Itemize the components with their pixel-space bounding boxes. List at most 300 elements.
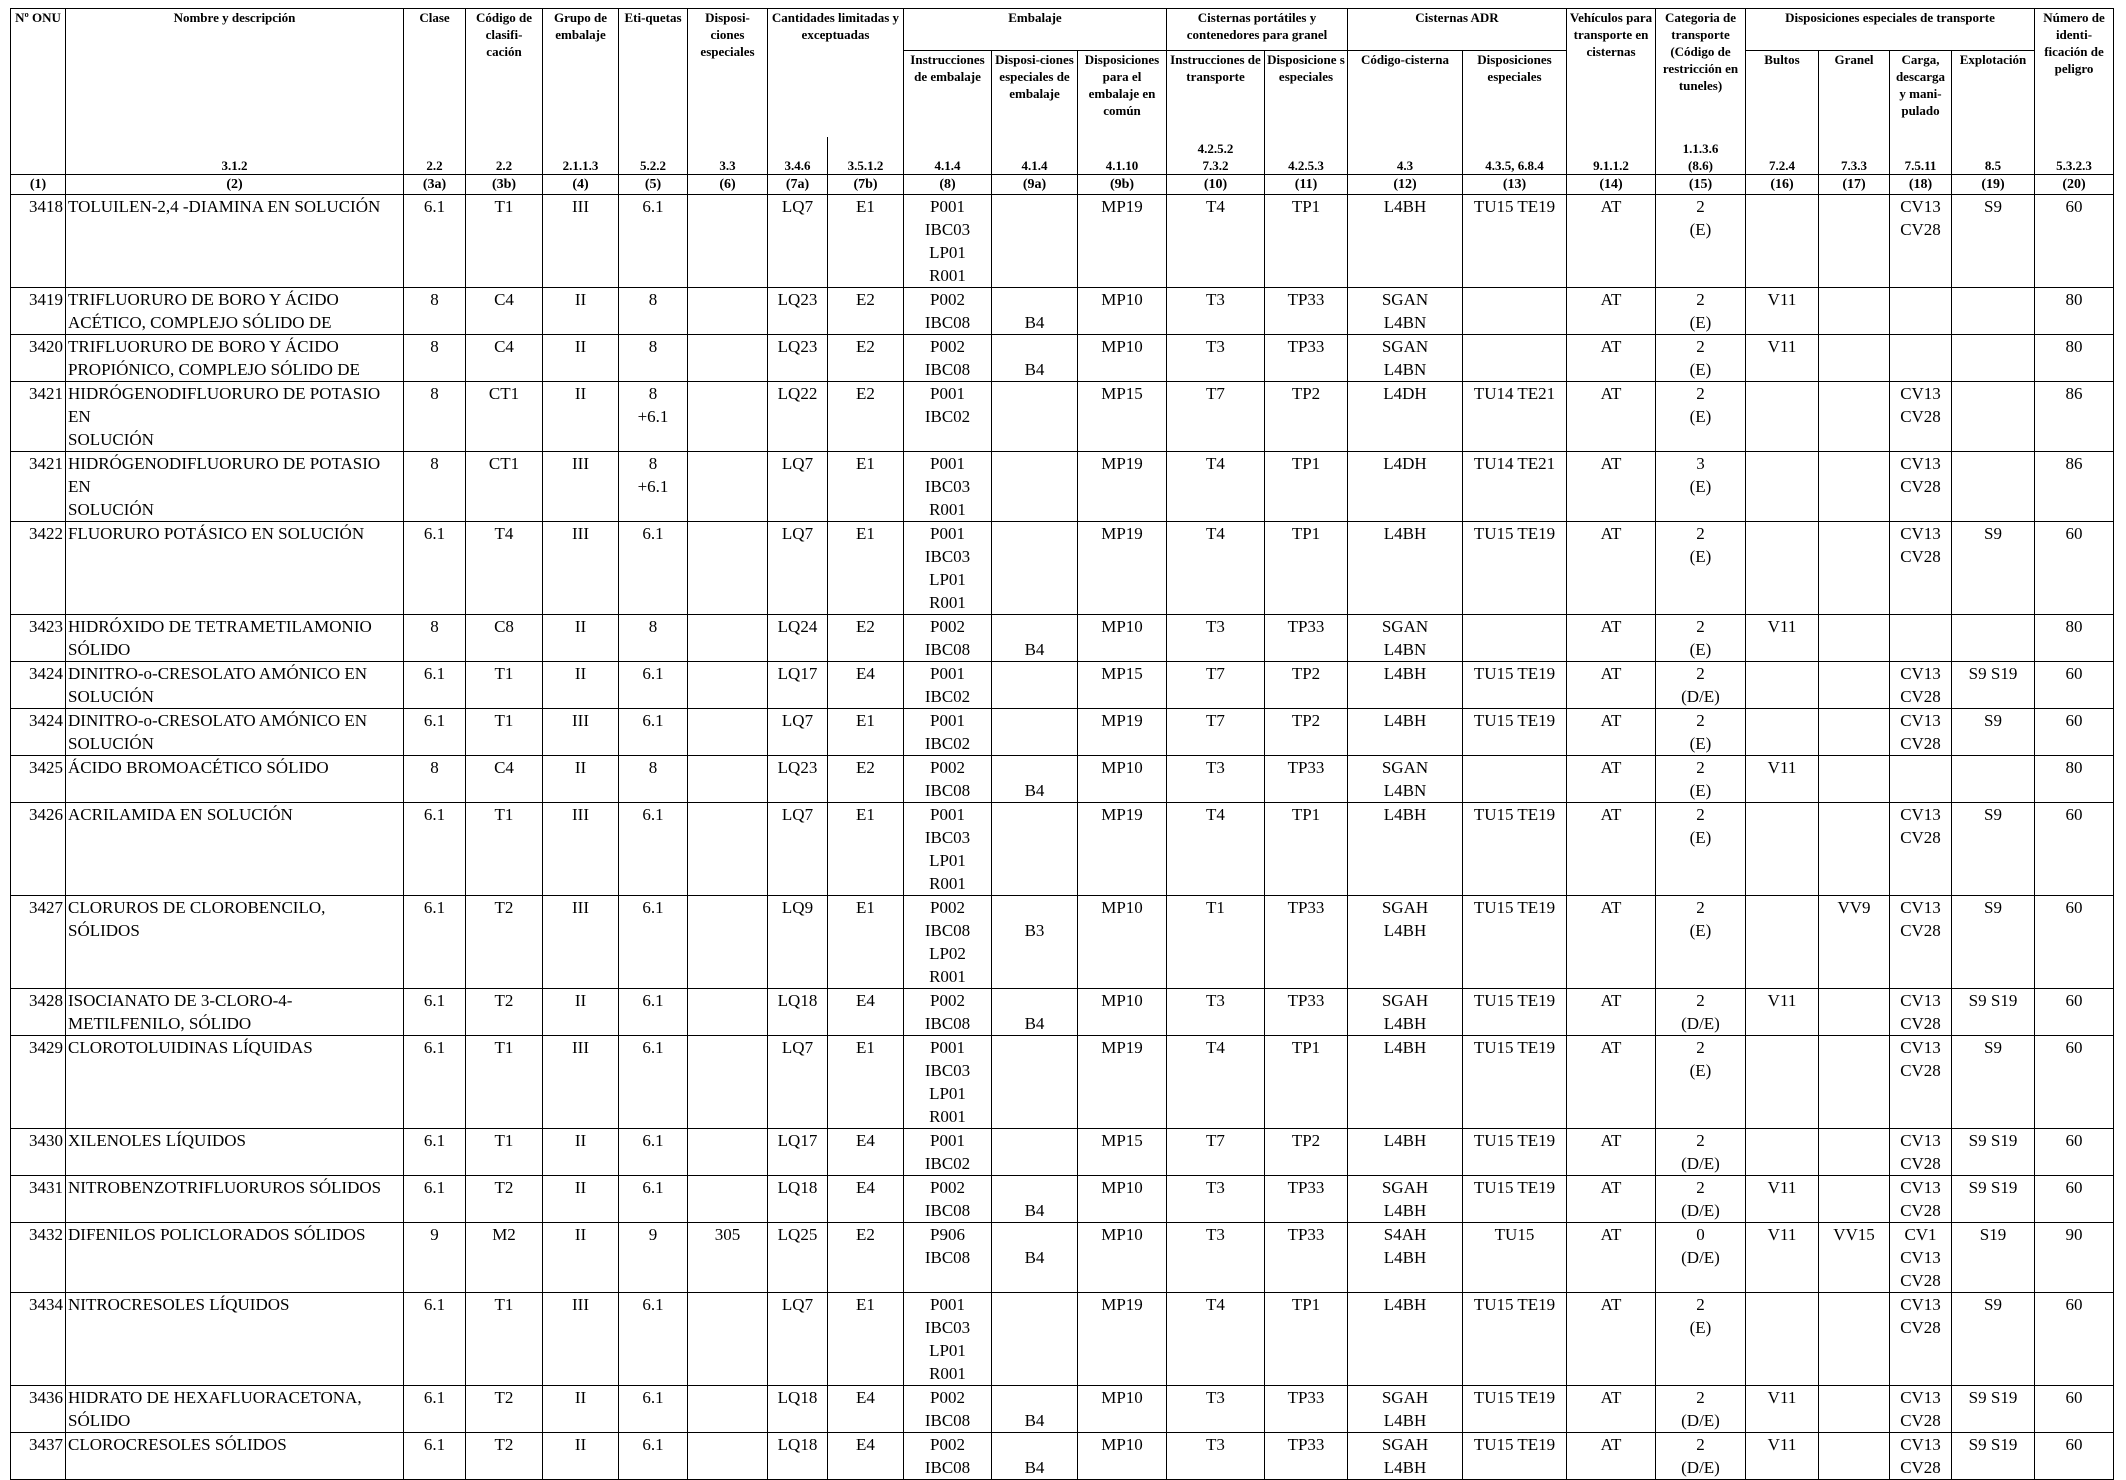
name-description-cell: NITROBENZOTRIFLUORUROS SÓLIDOS <box>66 1176 404 1223</box>
categoria-transporte-cell: 2 (D/E) <box>1656 1386 1746 1433</box>
codigo-clasificacion-cell: T2 <box>466 1433 543 1480</box>
name-description-cell: TRIFLUORURO DE BORO Y ÁCIDO ACÉTICO, COMPLEJO SÓLIDO DE <box>66 288 404 335</box>
cantidades-limitadas-cell: LQ7 <box>768 1293 828 1386</box>
clase-cell: 6.1 <box>404 662 466 709</box>
cp-disposiciones-cell: TP2 <box>1265 709 1348 756</box>
disp-carga-cell <box>1890 756 1952 803</box>
onu-number-cell: 3432 <box>11 1223 66 1293</box>
categoria-transporte-cell: 2 (E) <box>1656 803 1746 896</box>
table-row <box>11 662 2114 709</box>
cp-disposiciones-cell: TP33 <box>1265 1386 1348 1433</box>
codigo-cisterna-cell: L4BH <box>1348 522 1463 615</box>
reference-row <box>11 137 2114 175</box>
disp-explotacion-cell: S9 S19 <box>1952 662 2035 709</box>
etiquetas-cell: 6.1 <box>619 195 688 288</box>
ref-cell: 4.2.5.2 7.3.2 <box>1167 137 1265 175</box>
ref-cell: 5.2.2 <box>619 137 688 175</box>
name-description-cell: ACRILAMIDA EN SOLUCIÓN <box>66 803 404 896</box>
disp-especiales-embalaje-cell <box>992 1129 1078 1176</box>
grupo-embalaje-cell: II <box>543 1223 619 1293</box>
cisterna-disposiciones-cell: TU15 TE19 <box>1463 195 1567 288</box>
instrucciones-embalaje-cell: P002 IBC08 <box>904 335 992 382</box>
disp-explotacion-cell <box>1952 335 2035 382</box>
name-description-cell: HIDRÓXIDO DE TETRAMETILAMONIO SÓLIDO <box>66 615 404 662</box>
disp-granel-cell <box>1819 615 1890 662</box>
disp-carga-cell: CV13 CV28 <box>1890 709 1952 756</box>
codigo-cisterna-cell: SGAH L4BH <box>1348 1386 1463 1433</box>
disp-explotacion-cell <box>1952 756 2035 803</box>
instrucciones-embalaje-cell: P001 IBC03 R001 <box>904 452 992 522</box>
etiquetas-cell: 6.1 <box>619 709 688 756</box>
codigo-clasificacion-cell: T1 <box>466 1129 543 1176</box>
disposiciones-especiales-cell <box>688 452 768 522</box>
col-number: (10) <box>1167 175 1265 195</box>
categoria-transporte-cell: 2 (E) <box>1656 1036 1746 1129</box>
table-header <box>11 9 2114 195</box>
name-description-cell: DINITRO-o-CRESOLATO AMÓNICO EN SOLUCIÓN <box>66 709 404 756</box>
disp-bultos-cell: V11 <box>1746 335 1819 382</box>
grupo-embalaje-cell: II <box>543 335 619 382</box>
name-description-cell: TRIFLUORURO DE BORO Y ÁCIDO PROPIÓNICO, COMPLEJO SÓLIDO DE <box>66 335 404 382</box>
grupo-embalaje-cell: II <box>543 662 619 709</box>
cantidades-exceptuadas-cell: E1 <box>828 803 904 896</box>
disposiciones-especiales-cell <box>688 1036 768 1129</box>
instrucciones-embalaje-cell: P001 IBC03 LP01 R001 <box>904 1036 992 1129</box>
etiquetas-cell: 6.1 <box>619 1433 688 1480</box>
cisterna-disposiciones-cell: TU15 TE19 <box>1463 1036 1567 1129</box>
instrucciones-embalaje-cell: P002 IBC08 <box>904 989 992 1036</box>
cp-instrucciones-cell: T3 <box>1167 989 1265 1036</box>
embalaje-comun-cell: MP15 <box>1078 662 1167 709</box>
cantidades-limitadas-cell: LQ9 <box>768 896 828 989</box>
name-description-cell: ÁCIDO BROMOACÉTICO SÓLIDO <box>66 756 404 803</box>
header-dt-carga: Carga, descarga y mani-pulado <box>1890 51 1952 137</box>
cisterna-disposiciones-cell <box>1463 335 1567 382</box>
disposiciones-especiales-cell <box>688 1129 768 1176</box>
cantidades-limitadas-cell: LQ22 <box>768 382 828 452</box>
codigo-cisterna-cell: L4BH <box>1348 709 1463 756</box>
ref-cell: 7.3.3 <box>1819 137 1890 175</box>
onu-number-cell: 3429 <box>11 1036 66 1129</box>
onu-number-cell: 3421 <box>11 452 66 522</box>
disp-explotacion-cell <box>1952 288 2035 335</box>
clase-cell: 6.1 <box>404 709 466 756</box>
cisterna-disposiciones-cell: TU15 TE19 <box>1463 1386 1567 1433</box>
disp-carga-cell: CV13 CV28 <box>1890 522 1952 615</box>
instrucciones-embalaje-cell: P002 IBC08 <box>904 1176 992 1223</box>
grupo-embalaje-cell: II <box>543 1433 619 1480</box>
disp-carga-cell <box>1890 288 1952 335</box>
cantidades-limitadas-cell: LQ18 <box>768 1176 828 1223</box>
numero-peligro-cell: 60 <box>2035 522 2114 615</box>
disp-bultos-cell <box>1746 1036 1819 1129</box>
disp-bultos-cell <box>1746 382 1819 452</box>
ref-cell <box>11 137 66 175</box>
cp-instrucciones-cell: T3 <box>1167 1223 1265 1293</box>
cp-disposiciones-cell: TP33 <box>1265 288 1348 335</box>
disp-granel-cell <box>1819 989 1890 1036</box>
grupo-embalaje-cell: III <box>543 195 619 288</box>
etiquetas-cell: 6.1 <box>619 1129 688 1176</box>
embalaje-comun-cell: MP19 <box>1078 195 1167 288</box>
col-number: (17) <box>1819 175 1890 195</box>
codigo-cisterna-cell: SGAH L4BH <box>1348 1433 1463 1480</box>
onu-number-cell: 3419 <box>11 288 66 335</box>
cantidades-limitadas-cell: LQ7 <box>768 1036 828 1129</box>
header-cisternas-portatiles: Cisternas portátiles y contenedores para granel <box>1167 9 1348 51</box>
codigo-clasificacion-cell: C4 <box>466 288 543 335</box>
ref-cell: 5.3.2.3 <box>2035 137 2114 175</box>
cantidades-limitadas-cell: LQ17 <box>768 662 828 709</box>
vehiculo-cell: AT <box>1567 1433 1656 1480</box>
cisterna-disposiciones-cell: TU15 TE19 <box>1463 803 1567 896</box>
disp-bultos-cell <box>1746 522 1819 615</box>
cisterna-disposiciones-cell: TU15 TE19 <box>1463 1129 1567 1176</box>
header-dt-explotacion: Explotación <box>1952 51 2035 137</box>
table-row <box>11 756 2114 803</box>
header-onu: Nº ONU <box>11 9 66 137</box>
cp-disposiciones-cell: TP33 <box>1265 1433 1348 1480</box>
clase-cell: 8 <box>404 756 466 803</box>
cantidades-limitadas-cell: LQ18 <box>768 989 828 1036</box>
disp-bultos-cell: V11 <box>1746 1176 1819 1223</box>
disp-granel-cell <box>1819 756 1890 803</box>
onu-number-cell: 3424 <box>11 709 66 756</box>
cp-instrucciones-cell: T4 <box>1167 1293 1265 1386</box>
onu-number-cell: 3436 <box>11 1386 66 1433</box>
numero-peligro-cell: 90 <box>2035 1223 2114 1293</box>
cantidades-limitadas-cell: LQ23 <box>768 756 828 803</box>
cp-instrucciones-cell: T3 <box>1167 1176 1265 1223</box>
header-vehiculos: Vehículos para transporte en cisternas <box>1567 9 1656 137</box>
grupo-embalaje-cell: III <box>543 452 619 522</box>
categoria-transporte-cell: 2 (E) <box>1656 896 1746 989</box>
clase-cell: 8 <box>404 335 466 382</box>
table-row <box>11 615 2114 662</box>
codigo-clasificacion-cell: C4 <box>466 335 543 382</box>
cp-instrucciones-cell: T3 <box>1167 756 1265 803</box>
embalaje-comun-cell: MP10 <box>1078 288 1167 335</box>
disp-explotacion-cell: S9 <box>1952 709 2035 756</box>
cp-instrucciones-cell: T7 <box>1167 382 1265 452</box>
disp-granel-cell <box>1819 803 1890 896</box>
disp-granel-cell <box>1819 1293 1890 1386</box>
embalaje-comun-cell: MP19 <box>1078 1293 1167 1386</box>
instrucciones-embalaje-cell: P002 IBC08 <box>904 756 992 803</box>
instrucciones-embalaje-cell: P001 IBC03 LP01 R001 <box>904 522 992 615</box>
ref-cell: 4.3 <box>1348 137 1463 175</box>
cantidades-exceptuadas-cell: E2 <box>828 335 904 382</box>
vehiculo-cell: AT <box>1567 1176 1656 1223</box>
vehiculo-cell: AT <box>1567 615 1656 662</box>
disp-bultos-cell: V11 <box>1746 288 1819 335</box>
disp-carga-cell: CV13 CV28 <box>1890 662 1952 709</box>
cp-disposiciones-cell: TP1 <box>1265 452 1348 522</box>
col-number: (2) <box>66 175 404 195</box>
grupo-embalaje-cell: II <box>543 989 619 1036</box>
grupo-embalaje-cell: III <box>543 522 619 615</box>
disposiciones-especiales-cell <box>688 335 768 382</box>
codigo-clasificacion-cell: M2 <box>466 1223 543 1293</box>
grupo-embalaje-cell: II <box>543 615 619 662</box>
disposiciones-especiales-cell <box>688 709 768 756</box>
name-description-cell: HIDRÓGENODIFLUORURO DE POTASIO EN SOLUCIÓN <box>66 452 404 522</box>
disp-especiales-embalaje-cell <box>992 1293 1078 1386</box>
embalaje-comun-cell: MP10 <box>1078 1223 1167 1293</box>
embalaje-comun-cell: MP19 <box>1078 1036 1167 1129</box>
header-ca-codigo: Código-cisterna <box>1348 51 1463 137</box>
vehiculo-cell: AT <box>1567 382 1656 452</box>
vehiculo-cell: AT <box>1567 709 1656 756</box>
cantidades-exceptuadas-cell: E1 <box>828 195 904 288</box>
etiquetas-cell: 6.1 <box>619 989 688 1036</box>
grupo-embalaje-cell: II <box>543 1176 619 1223</box>
codigo-clasificacion-cell: T1 <box>466 803 543 896</box>
cp-disposiciones-cell: TP33 <box>1265 756 1348 803</box>
disp-carga-cell <box>1890 615 1952 662</box>
disp-granel-cell <box>1819 709 1890 756</box>
disp-explotacion-cell: S9 S19 <box>1952 1433 2035 1480</box>
disp-granel-cell <box>1819 1176 1890 1223</box>
table-row <box>11 1293 2114 1386</box>
cp-disposiciones-cell: TP33 <box>1265 1223 1348 1293</box>
categoria-transporte-cell: 2 (D/E) <box>1656 1176 1746 1223</box>
disp-carga-cell: CV1 CV13 CV28 <box>1890 1223 1952 1293</box>
cantidades-limitadas-cell: LQ7 <box>768 195 828 288</box>
cantidades-exceptuadas-cell: E1 <box>828 1293 904 1386</box>
instrucciones-embalaje-cell: P002 IBC08 <box>904 288 992 335</box>
disposiciones-especiales-cell <box>688 896 768 989</box>
disp-explotacion-cell: S9 S19 <box>1952 989 2035 1036</box>
table-row <box>11 335 2114 382</box>
codigo-cisterna-cell: S4AH L4BH <box>1348 1223 1463 1293</box>
table-row <box>11 1223 2114 1293</box>
cp-disposiciones-cell: TP1 <box>1265 1036 1348 1129</box>
table-row <box>11 1386 2114 1433</box>
col-number: (15) <box>1656 175 1746 195</box>
cp-disposiciones-cell: TP33 <box>1265 335 1348 382</box>
numero-peligro-cell: 60 <box>2035 1129 2114 1176</box>
numero-peligro-cell: 80 <box>2035 756 2114 803</box>
disposiciones-especiales-cell <box>688 615 768 662</box>
onu-number-cell: 3431 <box>11 1176 66 1223</box>
name-description-cell: NITROCRESOLES LÍQUIDOS <box>66 1293 404 1386</box>
disp-especiales-embalaje-cell: B4 <box>992 1176 1078 1223</box>
cantidades-limitadas-cell: LQ23 <box>768 335 828 382</box>
categoria-transporte-cell: 2 (E) <box>1656 709 1746 756</box>
embalaje-comun-cell: MP19 <box>1078 803 1167 896</box>
vehiculo-cell: AT <box>1567 896 1656 989</box>
numero-peligro-cell: 60 <box>2035 1036 2114 1129</box>
onu-number-cell: 3424 <box>11 662 66 709</box>
grupo-embalaje-cell: III <box>543 803 619 896</box>
numero-peligro-cell: 86 <box>2035 452 2114 522</box>
ref-cell: 1.1.3.6 (8.6) <box>1656 137 1746 175</box>
vehiculo-cell: AT <box>1567 1293 1656 1386</box>
embalaje-comun-cell: MP10 <box>1078 1386 1167 1433</box>
cisterna-disposiciones-cell: TU15 TE19 <box>1463 1293 1567 1386</box>
cisterna-disposiciones-cell: TU15 TE19 <box>1463 1433 1567 1480</box>
disposiciones-especiales-cell <box>688 382 768 452</box>
cp-disposiciones-cell: TP1 <box>1265 1293 1348 1386</box>
disp-granel-cell <box>1819 335 1890 382</box>
categoria-transporte-cell: 2 (E) <box>1656 522 1746 615</box>
etiquetas-cell: 8 <box>619 615 688 662</box>
onu-number-cell: 3430 <box>11 1129 66 1176</box>
disposiciones-especiales-cell <box>688 1293 768 1386</box>
header-emb-instr: Instrucciones de embalaje <box>904 51 992 137</box>
disp-carga-cell: CV13 CV28 <box>1890 195 1952 288</box>
codigo-cisterna-cell: SGAN L4BN <box>1348 288 1463 335</box>
onu-number-cell: 3421 <box>11 382 66 452</box>
ref-cell: 2.2 <box>466 137 543 175</box>
cisterna-disposiciones-cell: TU15 TE19 <box>1463 1176 1567 1223</box>
clase-cell: 6.1 <box>404 1293 466 1386</box>
codigo-clasificacion-cell: T4 <box>466 522 543 615</box>
ref-cell: 8.5 <box>1952 137 2035 175</box>
disp-carga-cell: CV13 CV28 <box>1890 1386 1952 1433</box>
col-number: (13) <box>1463 175 1567 195</box>
onu-number-cell: 3422 <box>11 522 66 615</box>
numero-peligro-cell: 60 <box>2035 1293 2114 1386</box>
col-number: (3b) <box>466 175 543 195</box>
ref-cell: 3.5.1.2 <box>828 137 904 175</box>
clase-cell: 6.1 <box>404 1036 466 1129</box>
embalaje-comun-cell: MP10 <box>1078 615 1167 662</box>
onu-number-cell: 3423 <box>11 615 66 662</box>
vehiculo-cell: AT <box>1567 662 1656 709</box>
table-row <box>11 288 2114 335</box>
disp-carga-cell: CV13 CV28 <box>1890 896 1952 989</box>
name-description-cell: TOLUILEN-2,4 -DIAMINA EN SOLUCIÓN <box>66 195 404 288</box>
disp-granel-cell <box>1819 1129 1890 1176</box>
onu-number-cell: 3425 <box>11 756 66 803</box>
disposiciones-especiales-cell <box>688 803 768 896</box>
header-cp-disp: Disposicione s especiales <box>1265 51 1348 137</box>
codigo-cisterna-cell: L4BH <box>1348 1129 1463 1176</box>
name-description-cell: XILENOLES LÍQUIDOS <box>66 1129 404 1176</box>
col-number: (3a) <box>404 175 466 195</box>
onu-number-cell: 3434 <box>11 1293 66 1386</box>
disp-especiales-embalaje-cell: B4 <box>992 335 1078 382</box>
embalaje-comun-cell: MP10 <box>1078 756 1167 803</box>
clase-cell: 6.1 <box>404 1129 466 1176</box>
onu-number-cell: 3426 <box>11 803 66 896</box>
col-number: (12) <box>1348 175 1463 195</box>
cisterna-disposiciones-cell <box>1463 615 1567 662</box>
col-number: (9b) <box>1078 175 1167 195</box>
disp-bultos-cell: V11 <box>1746 1223 1819 1293</box>
disp-especiales-embalaje-cell: B4 <box>992 756 1078 803</box>
disp-especiales-embalaje-cell <box>992 382 1078 452</box>
disp-explotacion-cell: S9 <box>1952 803 2035 896</box>
cantidades-limitadas-cell: LQ24 <box>768 615 828 662</box>
disp-granel-cell <box>1819 1036 1890 1129</box>
vehiculo-cell: AT <box>1567 756 1656 803</box>
categoria-transporte-cell: 2 (D/E) <box>1656 989 1746 1036</box>
categoria-transporte-cell: 2 (E) <box>1656 288 1746 335</box>
numero-peligro-cell: 60 <box>2035 709 2114 756</box>
table-row <box>11 522 2114 615</box>
etiquetas-cell: 6.1 <box>619 896 688 989</box>
grupo-embalaje-cell: II <box>543 382 619 452</box>
cantidades-exceptuadas-cell: E4 <box>828 1386 904 1433</box>
cantidades-limitadas-cell: LQ18 <box>768 1386 828 1433</box>
categoria-transporte-cell: 2 (D/E) <box>1656 1129 1746 1176</box>
instrucciones-embalaje-cell: P001 IBC02 <box>904 662 992 709</box>
categoria-transporte-cell: 0 (D/E) <box>1656 1223 1746 1293</box>
clase-cell: 8 <box>404 452 466 522</box>
codigo-clasificacion-cell: T1 <box>466 195 543 288</box>
cp-disposiciones-cell: TP33 <box>1265 615 1348 662</box>
name-description-cell: DINITRO-o-CRESOLATO AMÓNICO EN SOLUCIÓN <box>66 662 404 709</box>
vehiculo-cell: AT <box>1567 989 1656 1036</box>
header-etiquetas: Eti-quetas <box>619 9 688 137</box>
col-number: (11) <box>1265 175 1348 195</box>
col-number: (1) <box>11 175 66 195</box>
col-number: (8) <box>904 175 992 195</box>
embalaje-comun-cell: MP10 <box>1078 1433 1167 1480</box>
categoria-transporte-cell: 2 (E) <box>1656 195 1746 288</box>
grupo-embalaje-cell: II <box>543 756 619 803</box>
table-row <box>11 1433 2114 1480</box>
instrucciones-embalaje-cell: P001 IBC02 <box>904 709 992 756</box>
disposiciones-especiales-cell <box>688 756 768 803</box>
header-emb-disp: Disposi-ciones especiales de embalaje <box>992 51 1078 137</box>
codigo-cisterna-cell: L4BH <box>1348 1036 1463 1129</box>
instrucciones-embalaje-cell: P001 IBC03 LP01 R001 <box>904 803 992 896</box>
disp-carga-cell: CV13 CV28 <box>1890 803 1952 896</box>
cp-instrucciones-cell: T1 <box>1167 896 1265 989</box>
instrucciones-embalaje-cell: P002 IBC08 <box>904 1386 992 1433</box>
clase-cell: 6.1 <box>404 896 466 989</box>
grupo-embalaje-cell: II <box>543 1386 619 1433</box>
cp-instrucciones-cell: T3 <box>1167 1433 1265 1480</box>
disp-especiales-embalaje-cell <box>992 452 1078 522</box>
disp-explotacion-cell: S9 <box>1952 896 2035 989</box>
etiquetas-cell: 6.1 <box>619 1036 688 1129</box>
disp-granel-cell <box>1819 662 1890 709</box>
ref-cell: 4.1.4 <box>904 137 992 175</box>
header-emb-comun: Disposiciones para el embalaje en común <box>1078 51 1167 137</box>
disp-explotacion-cell: S9 S19 <box>1952 1129 2035 1176</box>
codigo-cisterna-cell: SGAH L4BH <box>1348 1176 1463 1223</box>
etiquetas-cell: 8 +6.1 <box>619 452 688 522</box>
ref-cell: 4.2.5.3 <box>1265 137 1348 175</box>
grupo-embalaje-cell: III <box>543 1036 619 1129</box>
disp-especiales-embalaje-cell: B4 <box>992 615 1078 662</box>
disp-explotacion-cell: S9 <box>1952 195 2035 288</box>
disposiciones-especiales-cell <box>688 1176 768 1223</box>
cp-disposiciones-cell: TP33 <box>1265 896 1348 989</box>
cantidades-exceptuadas-cell: E2 <box>828 615 904 662</box>
disp-carga-cell: CV13 CV28 <box>1890 989 1952 1036</box>
col-number: (20) <box>2035 175 2114 195</box>
etiquetas-cell: 9 <box>619 1223 688 1293</box>
table-row <box>11 195 2114 288</box>
ref-cell: 9.1.1.2 <box>1567 137 1656 175</box>
cantidades-exceptuadas-cell: E4 <box>828 1129 904 1176</box>
disposiciones-especiales-cell <box>688 522 768 615</box>
codigo-clasificacion-cell: T1 <box>466 709 543 756</box>
header-dt-bultos: Bultos <box>1746 51 1819 137</box>
embalaje-comun-cell: MP10 <box>1078 896 1167 989</box>
cantidades-limitadas-cell: LQ7 <box>768 709 828 756</box>
cantidades-exceptuadas-cell: E1 <box>828 709 904 756</box>
cisterna-disposiciones-cell <box>1463 756 1567 803</box>
disp-bultos-cell <box>1746 1293 1819 1386</box>
disp-bultos-cell: V11 <box>1746 1386 1819 1433</box>
